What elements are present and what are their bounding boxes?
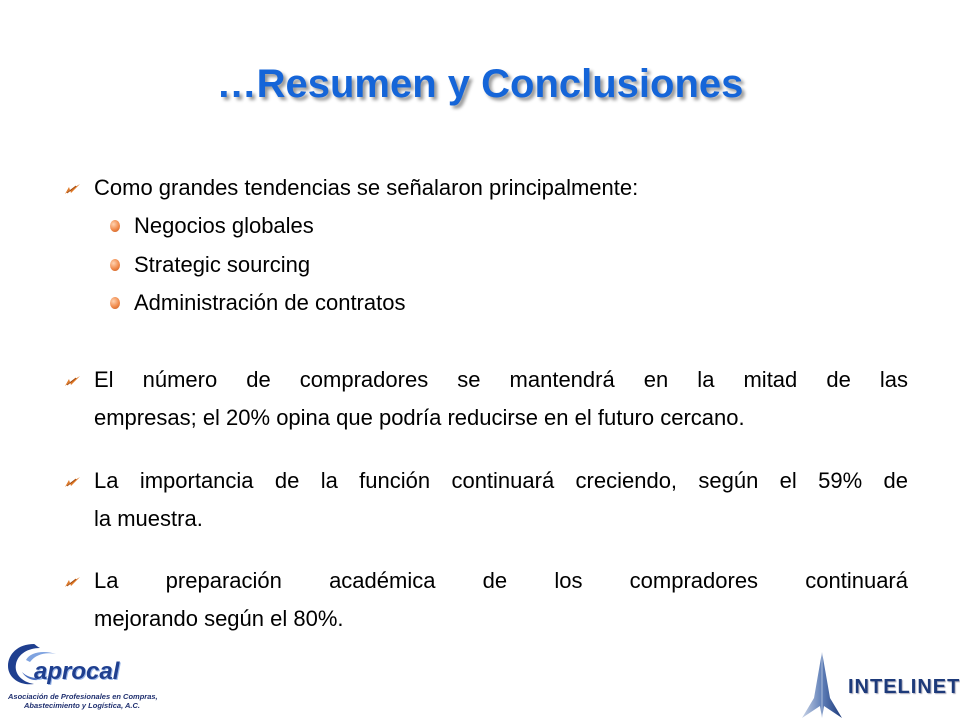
bullet-text-line: El número de compradores se mantendrá en la mitad de las — [94, 367, 908, 392]
bullet-item — [94, 562, 908, 638]
arrow-bullet-icon — [64, 574, 82, 588]
bullet-text-line: la muestra. — [94, 506, 203, 531]
arrow-bullet-icon — [64, 474, 82, 488]
arrow-bullet-icon — [64, 181, 82, 195]
aprocal-logo — [4, 638, 158, 718]
sphere-bullet-icon — [110, 297, 120, 309]
sub-bullet-item — [134, 207, 834, 245]
intelinet-spire-icon — [800, 650, 844, 720]
bullet-item — [94, 169, 908, 207]
intelinet-logo — [800, 650, 960, 720]
bullet-text-line: mejorando según el 80%. — [94, 606, 344, 631]
sub-bullet-text: Negocios globales — [134, 213, 314, 238]
aprocal-tagline: Abastecimiento y Logística, A.C. — [24, 701, 140, 710]
sub-bullet-text: Strategic sourcing — [134, 252, 311, 277]
sphere-bullet-icon — [110, 220, 120, 232]
bullet-text: Como grandes tendencias se señalaron principalmente: — [94, 175, 639, 200]
bullet-text-line: La preparación académica de los compradores continuará — [94, 568, 908, 593]
bullet-text-line: empresas; el 20% opina que podría reducirse en el futuro cercano. — [94, 405, 745, 430]
aprocal-tagline: Asociación de Profesionales en Compras, — [8, 692, 158, 701]
sphere-bullet-icon — [110, 259, 120, 271]
bullet-item — [94, 462, 908, 538]
intelinet-brand: INTELINET — [848, 676, 960, 698]
bullet-text-line: La importancia de la función continuará creciendo, según el 59% de — [94, 468, 908, 493]
sub-bullet-item — [134, 246, 834, 284]
bullet-item — [94, 361, 908, 437]
sub-bullet-text: Administración de contratos — [134, 290, 406, 315]
slide-title: …Resumen y Conclusiones — [216, 62, 744, 106]
aprocal-brand: aprocal — [34, 658, 120, 685]
arrow-bullet-icon — [64, 373, 82, 387]
sub-bullet-item — [134, 284, 834, 322]
